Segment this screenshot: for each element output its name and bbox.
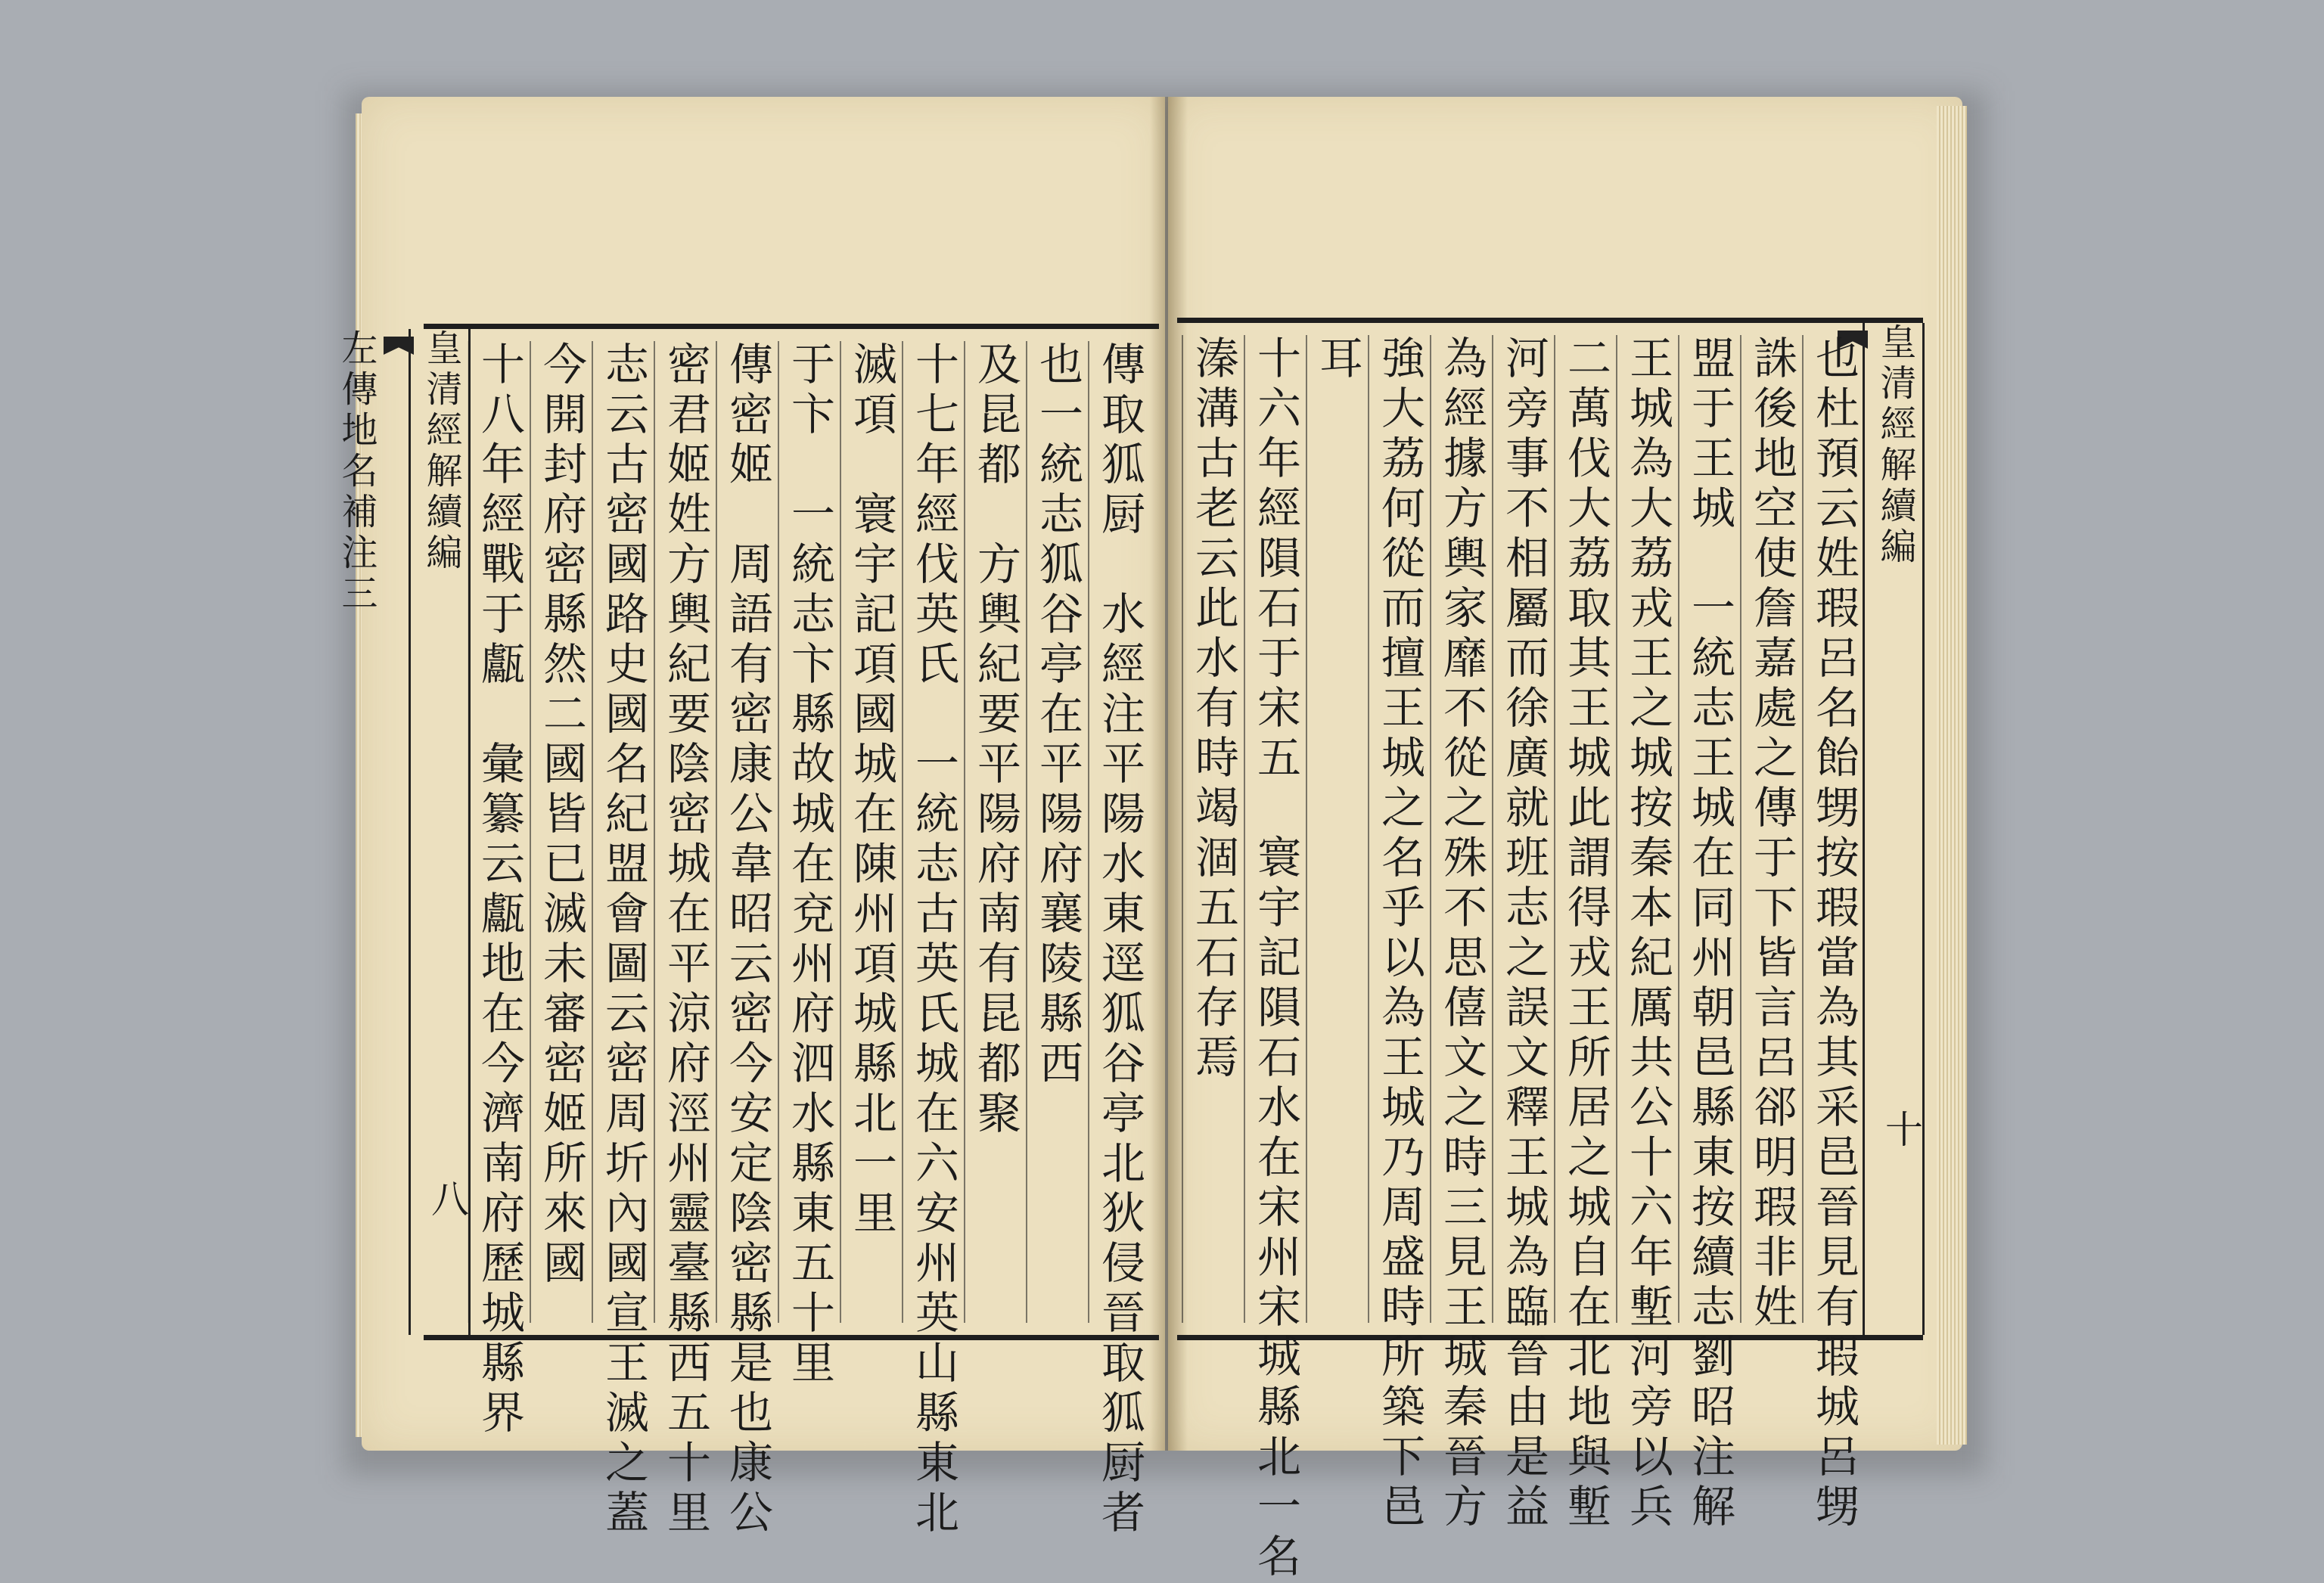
fold-title: 皇清經解續編: [420, 329, 462, 574]
text-column: 密君姬姓方輿紀要陰密城在平涼府涇州靈臺縣西五十里: [654, 341, 716, 1323]
text-column: 今開封府密縣然二國皆已滅未審密姬所來國: [530, 341, 592, 1323]
right-page-edges: [1937, 106, 1967, 1445]
right-text-frame: [1177, 318, 1923, 1583]
text-column: 也杜預云姓瑕呂名飴甥按瑕當為其采邑晉見有瑕城呂甥: [1802, 335, 1864, 1323]
right-page-fold-margin: [1863, 323, 1925, 1335]
text-column: 十六年經隕石于宋五 寰宇記隕石水在宋州宋城縣北一名: [1244, 335, 1306, 1323]
text-column: 及昆都 方輿紀要平陽府南有昆都聚: [964, 341, 1026, 1323]
left-page-fold-margin: [335, 329, 471, 1335]
text-column: 二萬伐大荔取其王城此謂得戎王所居之城自在北地與塹: [1554, 335, 1616, 1323]
text-column: 盟于王城 一統志王城在同州朝邑縣東按續志劉昭注解: [1678, 335, 1740, 1323]
text-column: 傳取狐厨 水經注平陽水東逕狐谷亭北狄侵晉取狐厨者: [1088, 341, 1150, 1323]
text-column: 河旁事不相屬而徐廣就班志之誤文釋王城為臨晉由是益: [1492, 335, 1554, 1323]
text-column: 強大荔何從而擅王城之名乎以為王城乃周盛時所築下邑: [1368, 335, 1430, 1323]
text-column: 滅項 寰宇記項國城在陳州項城縣北一里: [840, 341, 902, 1323]
text-column: 為經據方輿家靡不從之殊不思僖文之時三見王城秦晉方: [1430, 335, 1492, 1323]
fold-title: 皇清經解續編: [1874, 323, 1916, 568]
text-column: 誅後地空使詹嘉處之傳于下皆言呂郤明瑕非姓: [1740, 335, 1802, 1323]
text-column: 也一統志狐谷亭在平陽府襄陵縣西: [1026, 341, 1088, 1323]
text-column: 溱溝古老云此水有時竭涸五石存焉: [1182, 335, 1244, 1323]
text-column: 于卞 一統志卞縣故城在兗州府泗水縣東五十里: [778, 341, 840, 1323]
text-column: 志云古密國路史國名紀盟會圖云密周圻內國宣王滅之蓋: [592, 341, 654, 1323]
text-column: 王城為大荔戎王之城按秦本紀厲共公十六年塹河旁以兵: [1616, 335, 1678, 1323]
text-column: 耳: [1306, 335, 1368, 1323]
page-number: 八: [425, 1179, 469, 1221]
text-column: 十八年經戰于甗 彙纂云甗地在今濟南府歷城縣界: [468, 341, 530, 1323]
text-column: 傳密姬 周語有密康公韋昭云密今安定陰密縣是也康公: [716, 341, 778, 1323]
left-text-frame: [335, 324, 1159, 1539]
text-column: 十七年經伐英氏 一統志古英氏城在六安州英山縣東北: [902, 341, 964, 1323]
fold-subtitle: 左傳地名補注三: [335, 329, 377, 615]
page-number: 十: [1879, 1110, 1923, 1152]
